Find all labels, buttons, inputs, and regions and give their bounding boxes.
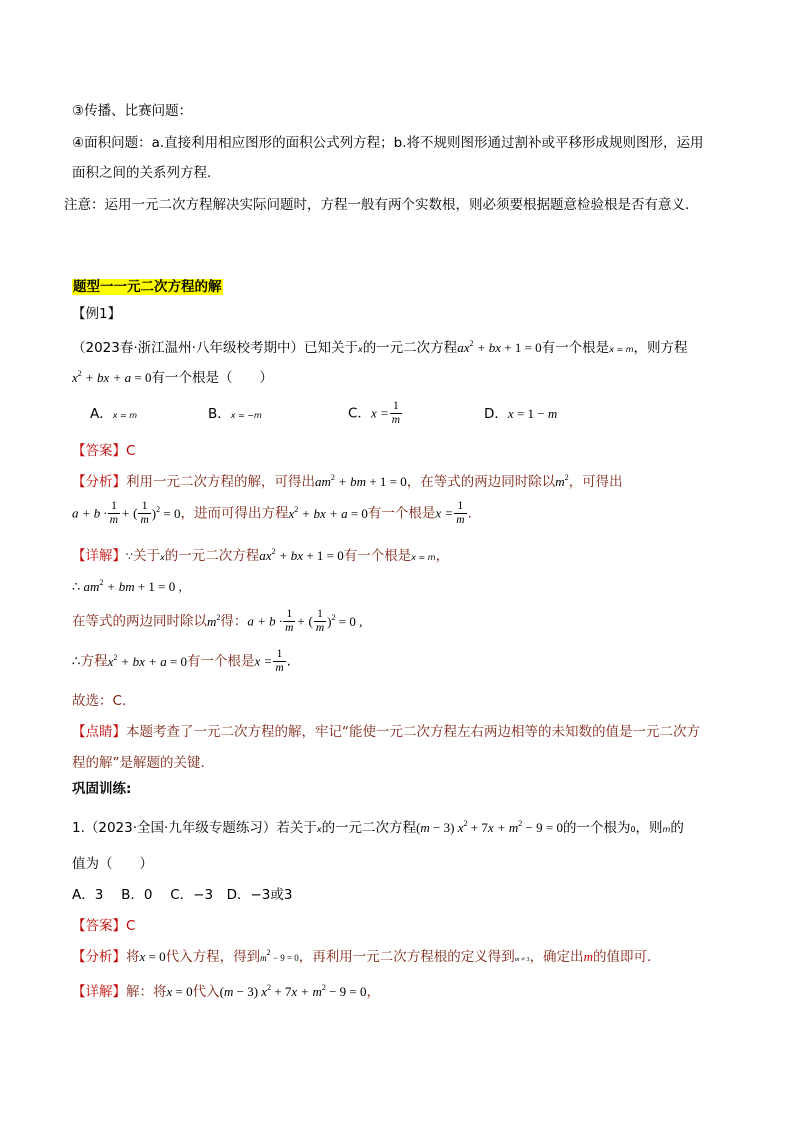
practice-answer: 【答案】C (72, 918, 136, 934)
example-question-tail: 有一个根是（ ） (151, 370, 273, 386)
practice-q1-line1: 1.（2023·全国·九年级专题练习）若关于x的一元二次方程(m − 3) $x^2 + 7x + m^2 - 9 = 0$的一个根为0，则m的 (72, 819, 684, 836)
option-c: C．x = $\frac{1}{m}$ (348, 400, 401, 426)
practice-analysis: 【分析】将x = 0代入方程，得到$m^2 - 9 = 0$，再利用一元二次方程根的定义得到m ≠ 3，确定出m的值即可. (72, 948, 652, 965)
intro-item-3: ③传播、比赛问题： (72, 103, 193, 119)
option-b: B．x = −m (208, 406, 262, 422)
example-detail-line3: 在等式的两边同时除以$m^2$得：a + b · $\frac{1}{m}$ + ( $\frac{1}{m}$ )$^2$ = 0 , (72, 608, 363, 634)
detail-label: 【详解】 (72, 548, 126, 564)
practice-equation: (m − 3) $x^2 + 7x + m^2 - 9 = 0$ (416, 819, 563, 835)
example-options (72, 400, 672, 434)
equation-2-ref: $x^2$ + bx + a = 0 (288, 504, 368, 521)
example-question-line2 (72, 369, 273, 387)
example-question-line1 (72, 339, 688, 359)
example-conclusion: 故选：C. (72, 693, 127, 709)
section-title-text: 题型一一元二次方程的解 (73, 279, 222, 295)
practice-title: 巩固训练: (72, 781, 132, 797)
option-a: A．x = m (90, 406, 138, 422)
equation-2: $x^2$ + bx + a = 0 (72, 369, 152, 385)
intro-item-4-line1: ④面积问题：a.直接利用相应图形的面积公式列方程；b.将不规则图形通过割补或平移形成规则图形，运用 (72, 135, 704, 151)
answer-label: 【答案】 (72, 443, 126, 459)
example-analysis-line1: 【分析】利用一元二次方程的解，可得出$am^2$ + bm + 1 = 0，在等式的两边同时除以$m^2$，可得出 (72, 473, 623, 490)
practice-answer-value: C (126, 918, 136, 934)
example-question-tail1: 有一个根是 (541, 340, 610, 356)
var-x: x (357, 345, 363, 354)
section-title (72, 278, 223, 296)
equation-1: $ax^2$ + bx + 1 = 0 (457, 339, 542, 355)
analysis-label: 【分析】 (72, 474, 126, 490)
example-answer (72, 442, 135, 460)
answer-value: C (126, 443, 136, 459)
option-d: D．x = 1 − m (484, 406, 558, 422)
expr-divided: a + b · (72, 505, 107, 521)
practice-options: A．3 B．0 C．−3 D．−3或3 (72, 887, 293, 903)
expr-m2: $m^2$ (555, 473, 569, 489)
because-symbol: ∵ (126, 550, 133, 563)
comment-label: 【点睛】 (72, 724, 126, 740)
intro-note: 注意：运用一元二次方程解决实际问题时，方程一般有两个实数根，则必须要根据题意检验根是否有意义. (64, 197, 690, 213)
intro-item-4-line2: 面积之间的关系列方程. (72, 165, 212, 181)
example-detail-line4: ∴方程$x^2$ + bx + a = 0有一个根是x = $\frac{1}{m}$ . (72, 648, 291, 674)
root-x-eq-m: x = m (609, 345, 634, 354)
example-question-tail2: ，则方程 (633, 340, 688, 356)
therefore-symbol: ∴ (72, 653, 81, 670)
example-detail-line2 (72, 578, 182, 596)
practice-detail: 【详解】解：将x = 0代入(m − 3) $x^2 + 7x + m^2 - 9 = 0$， (72, 983, 381, 1000)
example-analysis-line2: a + b · $\frac{1}{m}$ + ( $\frac{1}{m}$ )$^2$ = 0，进而可得出方程$x^2$ + bx + a = 0有一个根是x = $\frac{1}{m}$ . (72, 500, 472, 526)
practice-q1-line2: 值为（ ） (72, 856, 153, 872)
example-label: 【例1】 (72, 306, 122, 322)
example-comment-line2: 程的解”是解题的关键. (72, 755, 205, 771)
therefore-expr: ∴ $am^2$ + bm + 1 = 0 , (72, 578, 182, 594)
example-question-mid: 的一元二次方程 (362, 340, 458, 356)
example-question-source: （2023春·浙江温州·八年级校考期中）已知关于 (72, 340, 358, 356)
example-detail-line1: 【详解】∵关于x的一元二次方程$ax^2$ + bx + 1 = 0有一个根是x = m， (72, 547, 450, 564)
expr-am2-bm-1: $am^2$ + bm + 1 = 0 (315, 473, 407, 489)
example-comment-line1: 【点睛】本题考查了一元二次方程的解，牢记“能使一元二次方程左右两边相等的未知数的值是一元二次方 (72, 724, 700, 740)
